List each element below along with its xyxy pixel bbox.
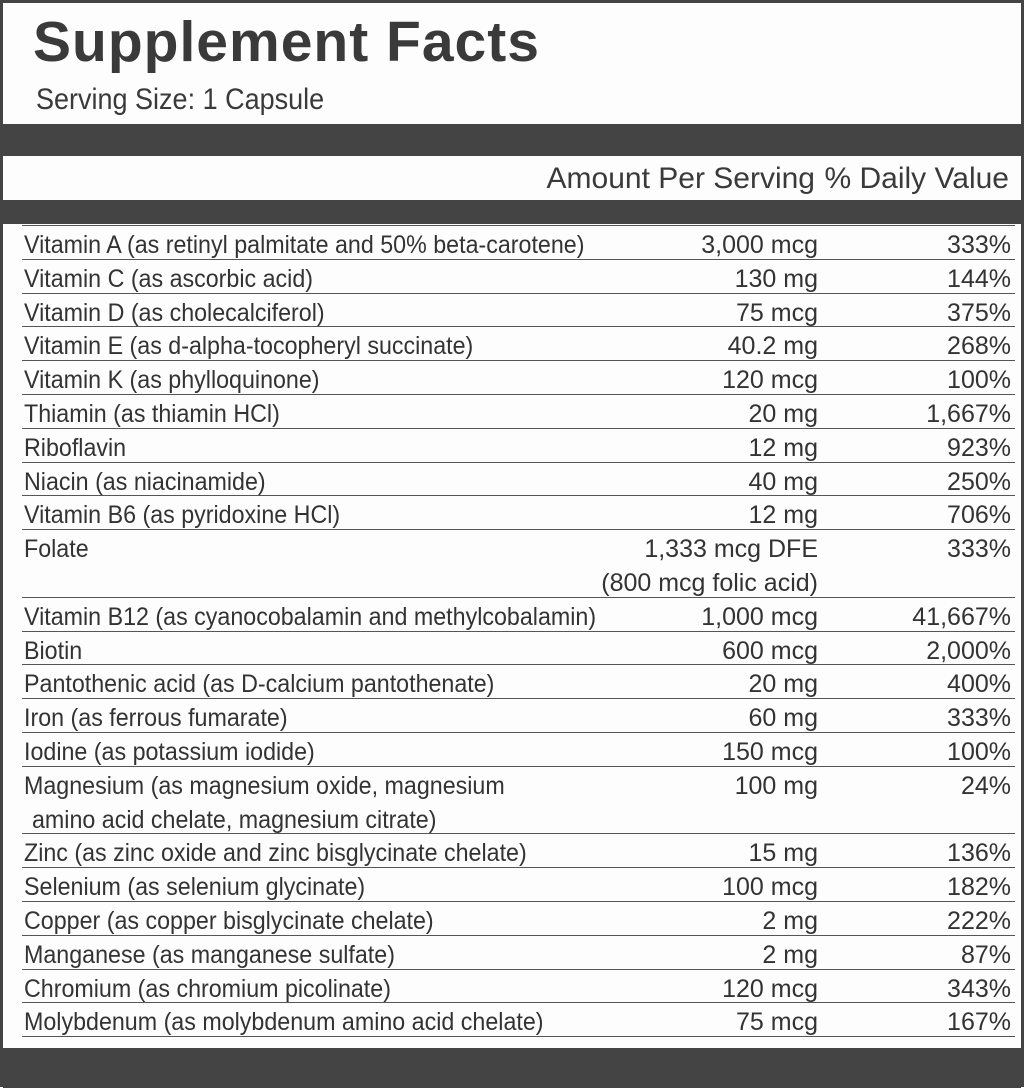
nutrient-name: Riboflavin [24,433,127,462]
nutrient-amount: 2 mg [762,906,818,935]
nutrient-name: Vitamin A (as retinyl palmitate and 50% beta-carotene) [24,231,585,259]
nutrient-daily-value: 2,000% [926,636,1011,665]
nutrient-amount: 12 mg [748,433,818,462]
nutrient-name: Iron (as ferrous fumarate) [24,704,288,733]
nutrient-daily-value: 222% [947,906,1011,935]
nutrient-daily-value: 343% [947,974,1011,1003]
nutrient-row [22,665,1015,699]
nutrient-amount: 100 mg [734,771,818,800]
nutrient-daily-value: 268% [947,332,1011,361]
nutrient-name: Vitamin C (as ascorbic acid) [24,264,314,293]
nutrient-row [22,834,1015,868]
nutrient-daily-value: 100% [947,366,1011,395]
nutrient-name: Zinc (as zinc oxide and zinc bisglycinate chelate) [24,839,527,868]
nutrient-row [22,395,1015,429]
nutrient-row [22,936,1015,970]
nutrient-row [22,632,1015,666]
serving-size: Serving Size: 1 Capsule [36,83,325,116]
nutrient-amount: 20 mg [748,670,818,699]
nutrient-name: Biotin [24,636,83,665]
nutrient-row [22,767,1015,835]
nutrient-amount: 40 mg [748,467,818,496]
nutrient-daily-value: 333% [947,231,1011,259]
nutrient-table [22,225,1015,1037]
nutrient-name: Vitamin B6 (as pyridoxine HCl) [24,501,341,530]
nutrient-name: Niacin (as niacinamide) [24,467,266,496]
nutrient-amount-detail: (800 mcg folic acid) [601,569,818,598]
nutrient-name: Molybdenum (as molybdenum amino acid chelate) [24,1008,544,1037]
nutrient-row [22,294,1015,328]
nutrient-name: Magnesium (as magnesium oxide, magnesium [24,771,505,800]
nutrient-name: Vitamin B12 (as cyanocobalamin and methylcobalamin) [24,602,597,631]
nutrient-amount: 40.2 mg [727,332,818,361]
nutrient-name: Vitamin K (as phylloquinone) [24,366,320,395]
nutrient-daily-value: 923% [947,433,1011,462]
nutrient-amount: 1,333 mcg DFE [644,535,818,564]
nutrient-row [22,463,1015,497]
nutrient-row [22,530,1015,598]
nutrient-daily-value: 250% [947,467,1011,496]
nutrient-name: Chromium (as chromium picolinate) [24,974,391,1003]
nutrient-row [22,260,1015,294]
nutrient-amount: 1,000 mcg [701,602,818,631]
nutrient-daily-value: 100% [947,737,1011,766]
nutrient-amount: 60 mg [748,704,818,733]
nutrient-daily-value: 333% [947,535,1011,564]
daily-value-header: % Daily Value [824,162,1009,195]
nutrient-name: Thiamin (as thiamin HCl) [24,399,280,428]
divider-bar-top [3,124,1021,156]
nutrient-amount: 75 mcg [736,298,818,327]
nutrient-daily-value: 41,667% [912,602,1011,631]
nutrient-row [22,970,1015,1004]
label-title: Supplement Facts [33,10,540,74]
nutrient-daily-value: 136% [947,839,1011,868]
nutrient-row [22,1003,1015,1037]
nutrient-row [22,226,1015,260]
nutrient-row [22,699,1015,733]
nutrient-daily-value: 87% [960,940,1011,969]
nutrient-name: Folate [24,535,89,564]
nutrient-amount: 100 mcg [722,873,818,902]
nutrient-daily-value: 167% [947,1008,1011,1037]
nutrient-row [22,361,1015,395]
nutrient-daily-value: 24% [960,771,1011,800]
nutrient-row [22,327,1015,361]
nutrient-row [22,598,1015,632]
nutrient-amount: 120 mcg [722,974,818,1003]
nutrient-name: Copper (as copper bisglycinate chelate) [24,906,434,935]
nutrient-row [22,429,1015,463]
nutrient-amount: 15 mg [748,839,818,868]
nutrient-name: Vitamin D (as cholecalciferol) [24,298,325,327]
column-header [3,158,1021,200]
nutrient-daily-value: 333% [947,704,1011,733]
nutrient-name: Iodine (as potassium iodide) [24,737,315,766]
nutrient-amount: 120 mcg [722,366,818,395]
nutrient-daily-value: 1,667% [926,399,1011,428]
nutrient-daily-value: 375% [947,298,1011,327]
nutrient-name: Manganese (as manganese sulfate) [24,940,395,969]
nutrient-row [22,733,1015,767]
nutrient-amount: 130 mg [734,264,818,293]
nutrient-name: Selenium (as selenium glycinate) [24,873,366,902]
nutrient-row [22,868,1015,902]
nutrient-name: Pantothenic acid (as D-calcium pantothenate) [24,670,495,699]
nutrient-amount: 20 mg [748,399,818,428]
nutrient-amount: 75 mcg [736,1008,818,1037]
nutrient-amount: 12 mg [748,501,818,530]
nutrient-daily-value: 182% [947,873,1011,902]
nutrient-name-continued: amino acid chelate, magnesium citrate) [32,805,437,834]
nutrient-amount: 600 mcg [722,636,818,665]
nutrient-row [22,902,1015,936]
nutrient-daily-value: 400% [947,670,1011,699]
nutrient-amount: 3,000 mcg [701,231,818,259]
divider-bar-bottom [3,1048,1021,1088]
nutrient-daily-value: 706% [947,501,1011,530]
nutrient-amount: 2 mg [762,940,818,969]
nutrient-amount: 150 mcg [722,737,818,766]
divider-bar-middle [3,200,1021,224]
nutrient-daily-value: 144% [947,264,1011,293]
amount-header: Amount Per Serving [546,162,815,195]
nutrient-row [22,496,1015,530]
nutrient-name: Vitamin E (as d-alpha-tocopheryl succinate) [24,332,474,361]
